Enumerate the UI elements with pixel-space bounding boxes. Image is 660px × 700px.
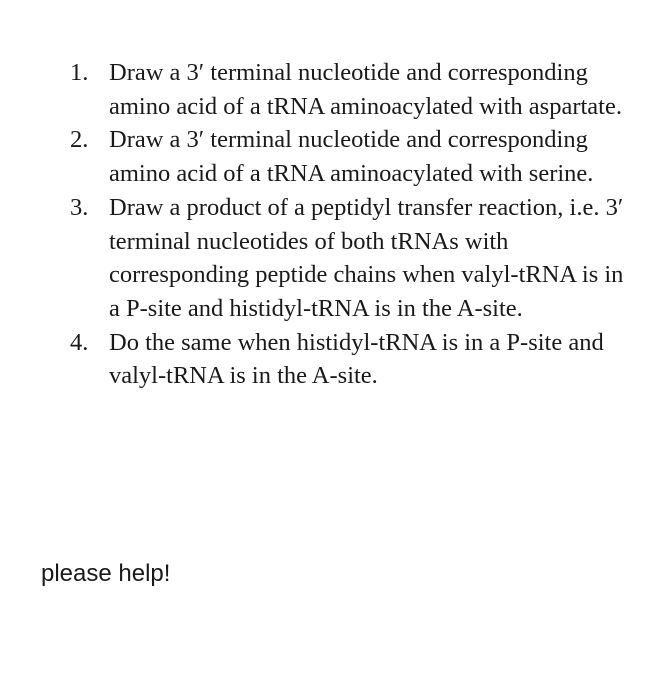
question-item-3 xyxy=(70,191,630,326)
question-item-2 xyxy=(70,123,630,190)
question-text: Draw a 3′ terminal nucleotide and corresponding amino acid of a tRNA aminoacylated with serine. xyxy=(109,126,594,188)
question-item-4 xyxy=(70,326,630,393)
question-number: 3. xyxy=(70,193,89,221)
question-number: 4. xyxy=(70,328,89,356)
help-request-text: please help! xyxy=(41,560,171,587)
question-list xyxy=(70,56,630,393)
question-item-1 xyxy=(70,56,630,123)
question-number: 1. xyxy=(70,59,89,86)
question-number: 2. xyxy=(70,126,89,154)
question-text: Draw a 3′ terminal nucleotide and corresponding amino acid of a tRNA aminoacylated with aspartate. xyxy=(109,59,622,120)
question-text: Do the same when histidyl-tRNA is in a P-site and valyl-tRNA is in the A-site. xyxy=(109,328,604,390)
question-text: Draw a product of a peptidyl transfer reaction, i.e. 3′ terminal nucleotides of both tRNAs with corresponding peptide chains when valyl-tRNA is in a P-site and histidyl-tRNA is in the A-site. xyxy=(109,193,624,322)
